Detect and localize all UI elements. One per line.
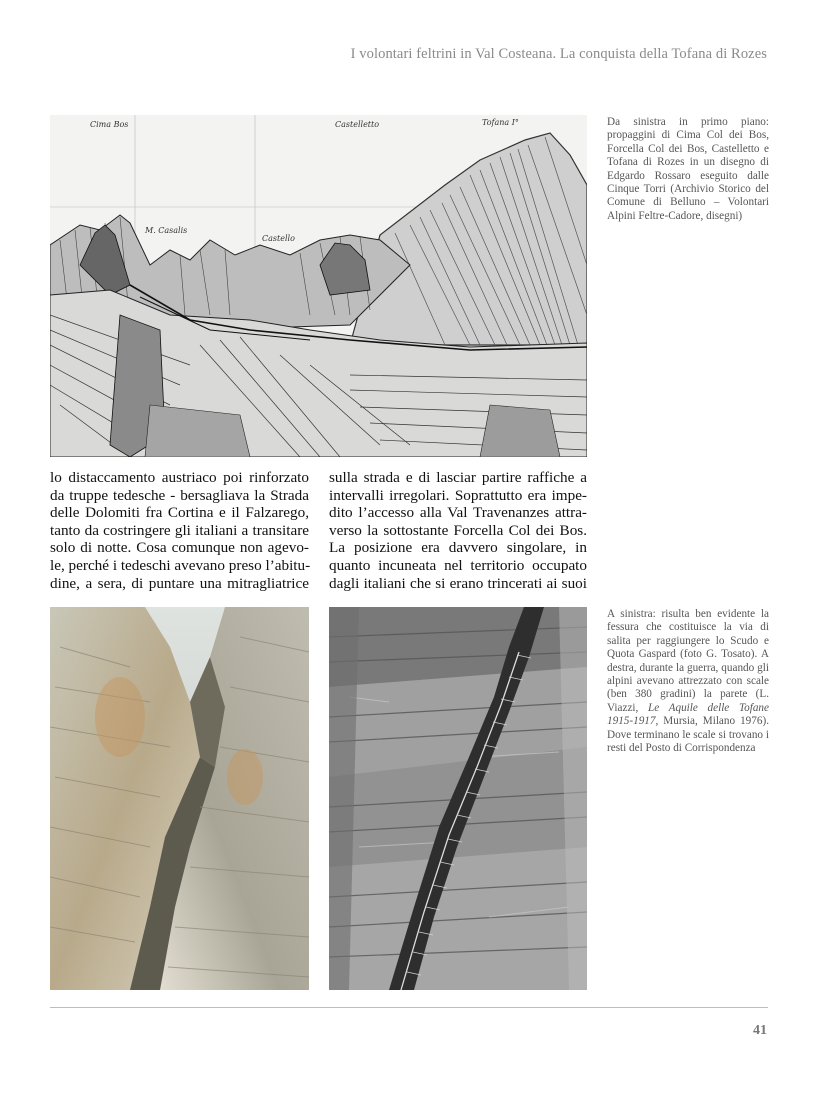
body-line: La posizione era davvero singolare, in: [329, 539, 587, 557]
body-column-left: [50, 469, 309, 592]
caption-photos-text-1: A sinistra: risulta ben evidente la fessura che costituisce la via di salita per raggiungere lo Scudo e Quota Gaspard (foto G. Tosato). A destra, durante la guerra, quando gli alpini avevano attrezzato con scale (ben 380 gradini) la parete (L. Viazzi,: [607, 608, 769, 714]
body-line: delle Dolomiti fra Cortina e il Falzarego,: [50, 504, 309, 522]
body-line: dito l’accesso alla Val Travenanzes attra-: [329, 504, 587, 522]
body-line: dine, a sera, di puntare una mitragliatrice: [50, 574, 309, 592]
body-line: dagli italiani che si erano trincerati ai suoi: [329, 574, 587, 592]
body-line: verso la sottostante Forcella Col dei Bos.: [329, 521, 587, 539]
body-line: sulla strada e di lasciar partire raffiche a: [329, 469, 587, 486]
drawing-label-tofana: Tofana I°: [482, 118, 519, 127]
body-line: intervalli irregolari. Soprattutto era impe-: [329, 486, 587, 504]
drawing-label-cima-bos: Cima Bos: [90, 120, 129, 129]
caption-photos-text-2: , Mursia, Milano 1976). Dove terminano le scale si trovano i resti del Posto di Corrispondenza: [607, 715, 769, 755]
caption-photos: [607, 608, 769, 755]
body-line: quanto incuneata nel territorio occupato: [329, 556, 587, 574]
pencil-sketch-illustration: [50, 115, 587, 457]
drawing-label-castelletto: Castelletto: [335, 120, 380, 129]
drawing-label-castello: Castello: [262, 234, 295, 243]
body-line: tanto da costringere gli italiani a transitare: [50, 521, 309, 539]
body-column-right: [329, 469, 587, 592]
body-line: le, perché i tedeschi avevano preso l’abitu-: [50, 556, 311, 574]
running-header: I volontari feltrini in Val Costeana. La conquista della Tofana di Rozes: [350, 46, 767, 62]
drawing-label-casalis: M. Casalis: [145, 226, 188, 235]
rock-wall-ladders-bw-photo: [329, 607, 587, 990]
body-line: solo di notte. Cosa comunque non agevo-: [50, 539, 309, 557]
mountain-drawing-image: [50, 115, 587, 457]
footer-divider: [50, 1007, 768, 1008]
rock-fissure-color-photo: [50, 607, 309, 990]
caption-photos-book-title: Le Aquile delle Tofane 1915-1917: [607, 701, 769, 728]
caption-drawing: Da sinistra in primo piano: propaggini di Cima Col dei Bos, Forcella Col dei Bos, Castelletto e Tofana di Rozes in un disegno di Edgardo Rossaro eseguito dalle Cinque Torri (Archivio Storico del Comune di Belluno – Volontari Alpini Feltre-Cadore, disegni): [607, 116, 769, 222]
body-line: da truppe tedesche - bersagliava la Strada: [50, 486, 309, 504]
body-line: lo distaccamento austriaco poi rinforzato: [50, 469, 309, 486]
page-number: 41: [753, 1023, 767, 1038]
